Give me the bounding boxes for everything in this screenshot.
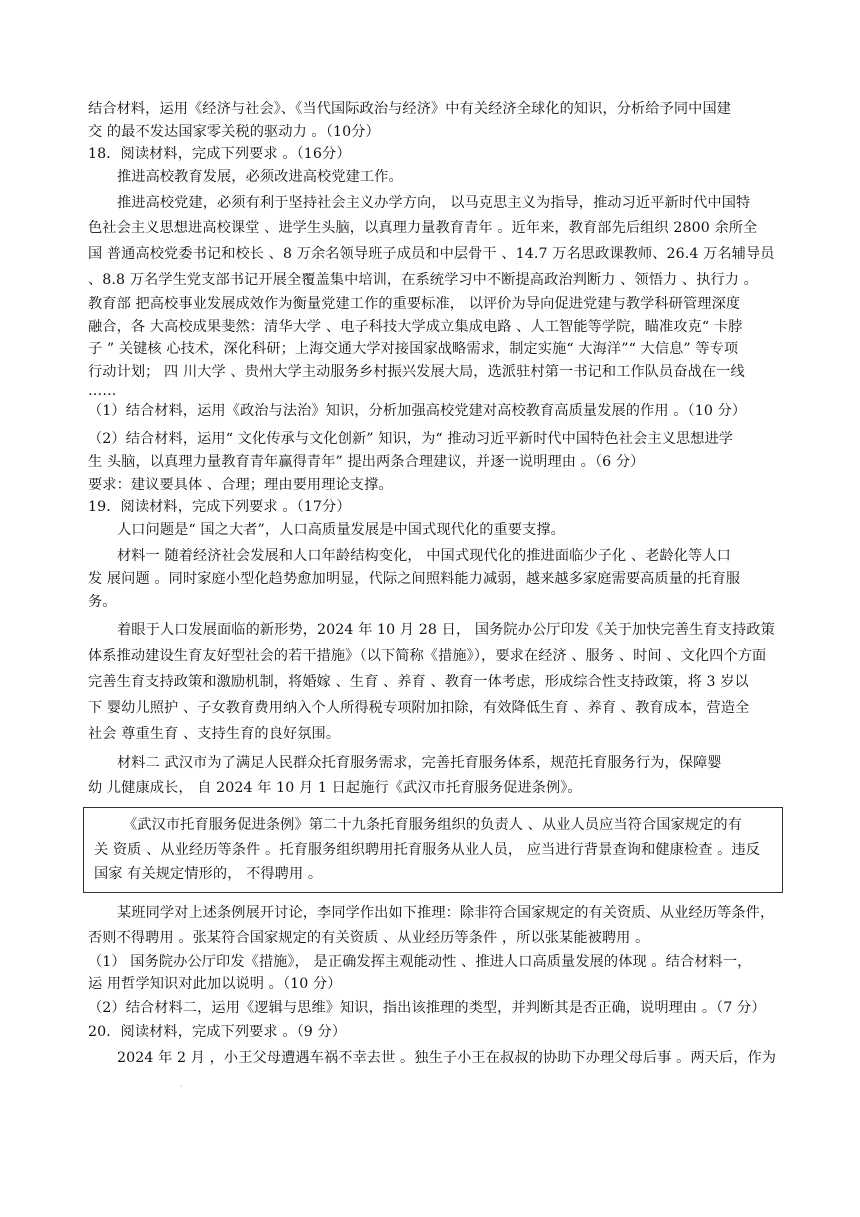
q18-requirement: 要求：建议要具体 、合理；理由要用理论支撑。 xyxy=(88,476,393,493)
q18-material xyxy=(88,192,782,399)
regulation-box xyxy=(83,807,783,893)
q18-material-line: 行动计划； 四 川大学 、贵州大学主动服务乡村振兴发展大局，选派驻村第一书记和工作队员奋战在一线 xyxy=(88,363,745,380)
q18-material-line: 子 ” 关键核 心技术，深化科研；上海交通大学对接国家战略需求，制定实施“ 大海洋”“ 大信息” 等专项 xyxy=(88,341,739,358)
q18-material-line: 融合，各 大高校成果斐然：清华大学 、电子科技大学成立集成电路 、人工智能等学院，瞄准攻克“ 卡脖 xyxy=(88,318,743,335)
q18-material-line: 国 普通高校党委书记和校长 、8 万余名领导班子成员和中层骨干 、14.7 万名思政课教师、26.4 万名辅导员 xyxy=(88,245,775,262)
q18-material-line: 色社会主义思想进高校课堂 、进学生头脑，以真理力量教育青年 。近年来，教育部先后组织 2800 余所全 xyxy=(88,219,758,236)
q19-material1b-line: 着眼于人口发展面临的新形势，2024 年 10 月 28 日， 国务院办公厅印发《关于加快完善生育支持政策 xyxy=(117,622,775,639)
q19-material1-line: 务。 xyxy=(88,593,117,610)
q20-header: 20．阅读材料，完成下列要求 。（9 分） xyxy=(88,1023,347,1040)
q20-line1: 2024 年 2 月 ，小王父母遭遇车祸不幸去世 。独生子小王在叔叔的协助下办理父母后事 。两天后，作为 xyxy=(117,1050,777,1067)
q18-material-line: 教育部 把高校事业发展成效作为衡量党建工作的重要标准， 以评价为导向促进党建与教学科研管理深度 xyxy=(88,295,741,312)
q18-sub1: （1）结合材料，运用《政治与法治》知识，分析加强高校党建对高校教育高质量发展的作用 。（10 分） xyxy=(88,403,747,420)
q19-material1b-line: 社会 尊重生育 、支持生育的良好氛围。 xyxy=(88,726,341,743)
q17-tail-line2: 交 的最不发达国家零关税的驱动力 。（10分） xyxy=(88,123,380,140)
q19-material2 xyxy=(88,751,782,801)
q17-tail-line1: 结合材料，运用《经济与社会》、《当代国际政治与经济》中有关经济全球化的知识，分析给予同中国建 xyxy=(88,101,732,117)
q19-material1b-line: 体系推动建设生育友好型社会的若干措施》（以下简称《措施》），要求在经济 、服务 、时间 、文化四个方面 xyxy=(88,648,767,665)
q19-discussion xyxy=(88,901,782,951)
q18-intro: 推进高校教育发展，必须改进高校党建工作。 xyxy=(117,168,403,185)
regulation-box-line: 《武汉市托育服务促进条例》第二十九条托育服务组织的负责人 、从业人员应当符合国家规定的有 xyxy=(123,817,742,834)
exam-page xyxy=(88,98,782,1070)
footer-mark: · xyxy=(180,1082,183,1091)
q19-material1-line: 发 展问题 。同时家庭小型化趋势愈加明显，代际之间照料能力减弱，越来越多家庭需要高质量的托育服 xyxy=(88,570,741,587)
q18-material-line: 推进高校党建，必须有利于坚持社会主义办学方向， 以马克思主义为指导，推动习近平新时代中国特 xyxy=(117,195,751,212)
q19-sub2: （2）结合材料二，运用《逻辑与思维》知识，指出该推理的类型，并判断其是否正确，说明理由 。（7 分） xyxy=(88,999,766,1016)
q19-discussion-line: 否则不得聘用 。张某符合国家规定的有关资质 、从业经历等条件 ，所以张某能被聘用 。 xyxy=(88,929,650,946)
q18-material-line: 、8.8 万名学生党支部书记开展全覆盖集中培训，在系统学习中不断提高政治判断力 、领悟力 、执行力 。 xyxy=(88,271,758,288)
q18-sub2-line1: （2）结合材料，运用“ 文化传承与文化创新” 知识，为“ 推动习近平新时代中国特色社会主义思想进学 xyxy=(88,431,734,448)
q19-material1b-line: 下 婴幼儿照护 、子女教育费用纳入个人所得税专项附加扣除，有效降低生育 、养育 、教育成本，营造全 xyxy=(88,700,750,717)
q19-sub1-line2: 运 用哲学知识对此加以说明 。（10 分） xyxy=(88,976,342,993)
q19-material1b-line: 完善生育支持政策和激励机制，将婚嫁 、生育 、养育 、教育一体考虑，形成综合性支持政策，将 3 岁以 xyxy=(88,674,749,691)
q19-intro: 人口问题是“ 国之大者”，人口高质量发展是中国式现代化的重要支撑。 xyxy=(117,521,565,538)
q19-material2-line: 材料二 武汉市为了满足人民群众托育服务需求，完善托育服务体系，规范托育服务行为，保障婴 xyxy=(117,755,722,772)
q19-header: 19．阅读材料，完成下列要求 。（17分） xyxy=(88,499,351,516)
q18-material-ellipsis: …… xyxy=(88,383,117,400)
q18-sub2-line2: 生 头脑，以真理力量教育青年赢得青年” 提出两条合理建议，并逐一说明理由 。（6 分） xyxy=(88,453,645,470)
q19-material2-line: 幼 儿健康成长， 自 2024 年 10 月 1 日起施行《武汉市托育服务促进条例》。 xyxy=(88,780,582,797)
q19-material1 xyxy=(88,545,782,613)
q19-material1b xyxy=(88,617,782,747)
regulation-box-line: 关 资质 、从业经历等条件 。托育服务组织聘用托育服务从业人员， 应当进行背景查询和健康检查 。违反 xyxy=(94,841,760,858)
q19-material1-line: 材料一 随着经济社会发展和人口年龄结构变化， 中国式现代化的推进面临少子化 、老龄化等人口 xyxy=(117,548,731,565)
q19-sub1-line1: （1） 国务院办公厅印发《措施》， 是正确发挥主观能动性 、推进人口高质量发展的体现 。结合材料一， xyxy=(88,953,752,970)
q18-header: 18．阅读材料，完成下列要求 。（16分） xyxy=(88,146,351,163)
regulation-box-line: 国家 有关规定情形的， 不得聘用 。 xyxy=(94,866,323,883)
q19-discussion-line: 某班同学对上述条例展开讨论，李同学作出如下推理：除非符合国家规定的有关资质、从业经历等条件， xyxy=(117,904,775,921)
